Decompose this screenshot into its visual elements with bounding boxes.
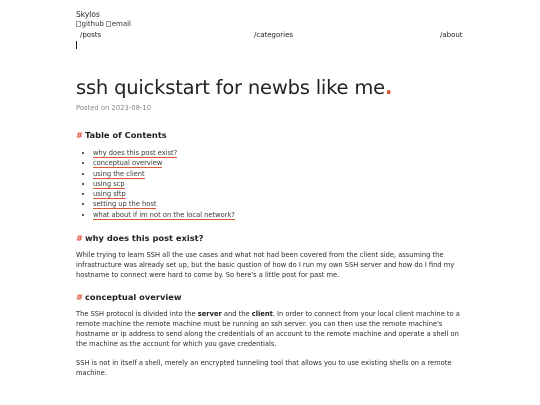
page-container <box>76 0 468 377</box>
nav-about-link[interactable]: /about <box>440 31 463 39</box>
client-term: client <box>251 309 273 318</box>
toc-item <box>93 148 468 158</box>
post-date <box>76 104 151 112</box>
post-title <box>76 76 392 99</box>
toc-link-host[interactable]: setting up the host <box>93 200 157 209</box>
toc-item <box>93 179 468 189</box>
email-link[interactable] <box>106 20 131 28</box>
broken-image-icon <box>106 21 111 27</box>
section-why-heading-text: why does this post exist? <box>84 233 204 244</box>
toc-link-client[interactable]: using the client <box>93 169 145 178</box>
toc-link-network[interactable]: what about if im not on the local network? <box>93 210 235 219</box>
section-overview <box>76 291 468 378</box>
github-alt-text: github <box>81 20 104 28</box>
heading-anchor-hash[interactable]: # <box>76 233 83 244</box>
section-overview-paragraph-2: SSH is not in itself a shell, merely an encrypted tunneling tool that allows you to use existing shells on a remote machine. <box>76 358 452 377</box>
heading-anchor-hash[interactable]: # <box>76 130 83 140</box>
section-overview-heading <box>76 291 468 303</box>
toc-link-overview[interactable]: conceptual overview <box>93 159 163 168</box>
toc-link-why[interactable]: why does this post exist? <box>93 149 178 157</box>
toc-heading-text: Table of Contents <box>84 130 167 140</box>
site-title-link[interactable]: Skylos <box>76 10 100 19</box>
social-icons <box>76 20 131 28</box>
post-content <box>76 129 468 378</box>
text-cursor <box>76 41 77 49</box>
heading-anchor-hash[interactable]: # <box>76 291 83 302</box>
toc-item <box>93 158 468 168</box>
toc-list <box>76 148 468 220</box>
post-date-prefix: Posted on <box>76 104 110 112</box>
broken-image-icon <box>76 21 81 27</box>
email-alt-text: email <box>111 20 131 28</box>
section-why-heading <box>76 232 468 244</box>
post-title-text: ssh quickstart for newbs like me <box>76 76 385 99</box>
post-date-value: 2023-08-10 <box>111 104 152 112</box>
title-accent-dot: . <box>384 76 393 99</box>
github-link[interactable] <box>76 20 104 28</box>
overview-text-a: The SSH protocol is divided into the <box>76 309 198 318</box>
toc-heading <box>76 129 468 141</box>
toc-item <box>93 169 468 179</box>
toc-link-scp[interactable]: using scp <box>93 179 125 188</box>
toc-link-sftp[interactable]: using sftp <box>93 190 126 199</box>
section-overview-paragraph-1 <box>76 309 468 350</box>
section-overview-heading-text: conceptual overview <box>84 291 182 302</box>
toc-item <box>93 189 468 199</box>
nav-categories-link[interactable]: /categories <box>254 31 294 39</box>
overview-text-b: and the <box>221 309 252 318</box>
overview-text-c: . In order to connect from your local client machine to a remote machine the remote machine must be running an ssh server. you can then use the remote machine's hostname or ip address to send along the credentials of an account to the remote machine and operate a shell on the machine as the account for which you gave credentials. <box>76 309 460 349</box>
server-term: server <box>197 309 222 318</box>
nav-posts-link[interactable]: /posts <box>80 31 102 39</box>
section-why <box>76 232 468 281</box>
toc-item <box>93 199 468 209</box>
section-why-paragraph: While trying to learn SSH all the use cases and what not had been covered from the client side, assuming the infrastructure was already set up, but the basic qustion of how do I run my own SSH server and how do I find my hostname to connect were hard to come by. So here's a little post for past me. <box>76 251 455 280</box>
site-header <box>76 0 468 60</box>
toc-item <box>93 210 468 220</box>
